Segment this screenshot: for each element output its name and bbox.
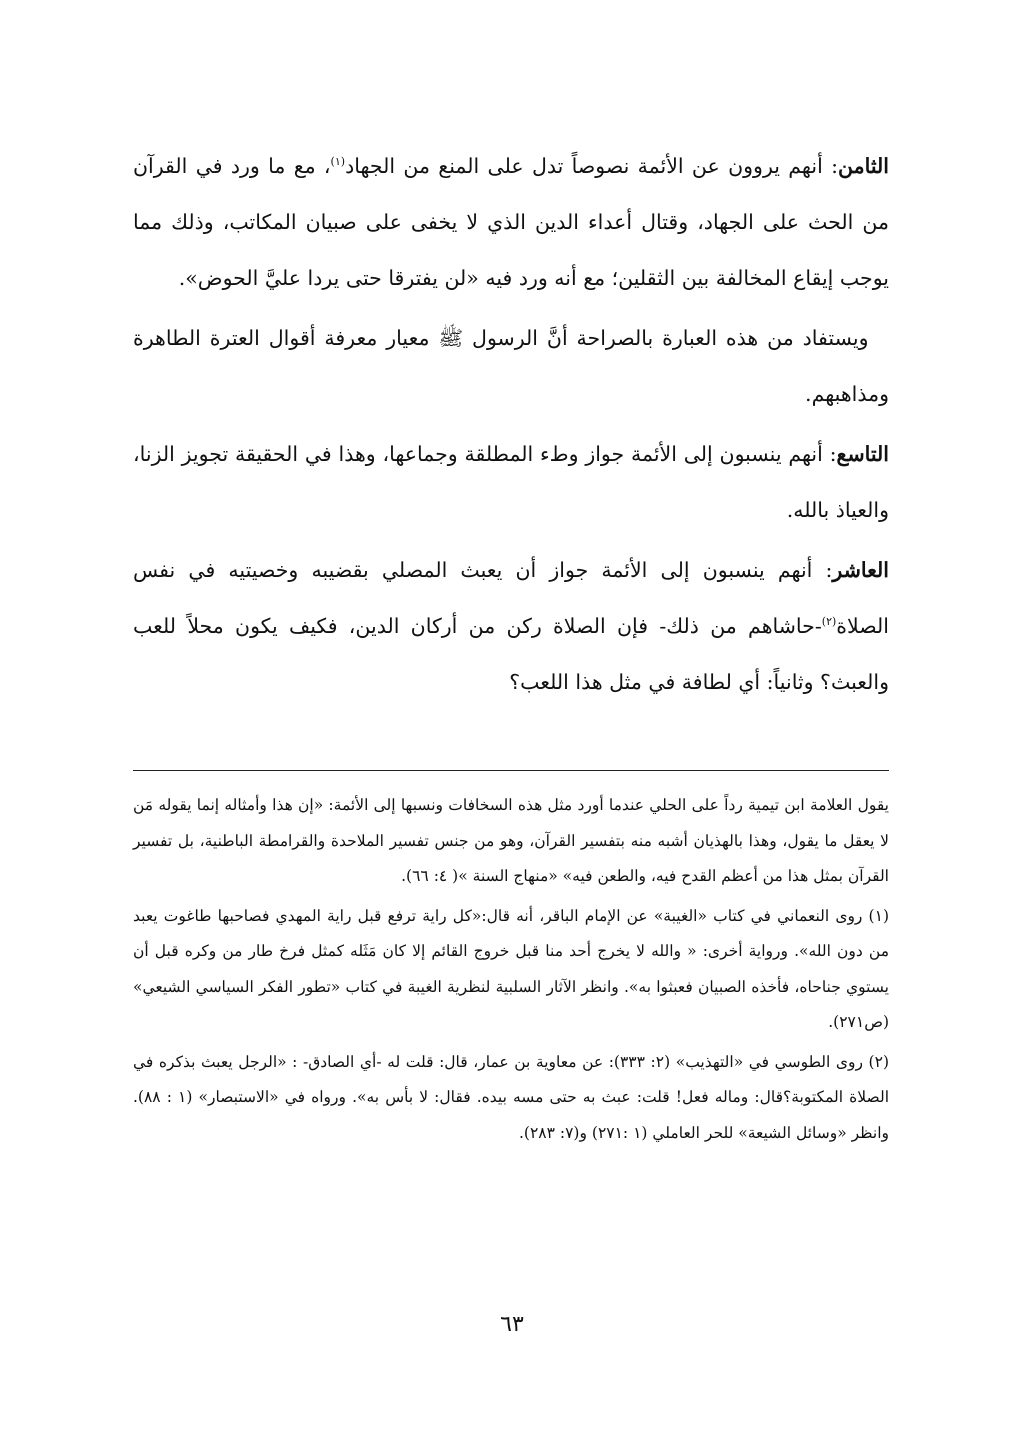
footnotes: [133, 788, 889, 1151]
footnote-continued: يقول العلامة ابن تيمية رداً على الحلي عندما أورد مثل هذه السخافات ونسبها إلى الأئمة: «إن هذا وأمثاله إنما يقوله مَن لا يعقل ما يقول، وهذا بالهذيان أشبه منه بتفسير القرآن، وهو من جنس تفسير الملاحدة والقرامطة الباطنية، بل تفسير القرآن بمثل هذا من أعظم القدح فيه، والطعن فيه» «منهاج السنة »( ٤: ٦٦).: [133, 796, 889, 885]
paragraph-text: : أنهم يروون عن الأئمة نصوصاً تدل على المنع من الجهاد: [345, 154, 839, 178]
paragraph-text-cont: ، مع ما ورد في القرآن من الحث على الجهاد، وقتال أعداء الدين الذي لا يخفى على صبيان المكاتب، وذلك مما يوجب إيقاع المخالفة بين الثقلين؛ مع أنه ورد فيه «لن يفترقا حتى يردا عليَّ الحوض».: [133, 154, 889, 290]
paragraph-text-cont: -حاشاهم من ذلك- فإن الصلاة ركن من أركان الدين، فكيف يكون محلاً للعب والعبث؟ وثانياً: أي لطافة في مثل هذا اللعب؟: [133, 614, 889, 694]
paragraph-text: : أنهم ينسبون إلى الأئمة جواز أن يعبث المصلي بقضيبه وخصيتيه في نفس الصلاة: [133, 558, 889, 638]
footnote-separator: [133, 770, 889, 771]
paragraph-text: : أنهم ينسبون إلى الأئمة جواز وطء المطلقة وجماعها، وهذا في الحقيقة تجويز الزنا، والعياذ بالله.: [133, 442, 889, 522]
paragraph-ninth: [133, 426, 889, 538]
paragraph-text: ويستفاد من هذه العبارة بالصراحة أنَّ الرسول ﷺ معيار معرفة أقوال العترة الطاهرة ومذاهبهم.: [133, 326, 889, 406]
footnote-ref-1[interactable]: (١): [330, 155, 346, 169]
paragraph-heading: الثامن: [838, 154, 889, 178]
paragraph-commentary: [133, 310, 889, 422]
paragraph-heading: التاسع: [836, 442, 889, 466]
footnote-ref-2[interactable]: (٢): [821, 615, 837, 629]
paragraph-eighth: [133, 138, 889, 306]
paragraph-tenth: [133, 542, 889, 710]
main-text: [133, 138, 889, 710]
footnote-1: (١) روى النعماني في كتاب «الغيبة» عن الإمام الباقر، أنه قال:«كل راية ترفع قبل راية المهدي فصاحبها طاغوت يعبد من دون الله». ورواية أخرى: « والله لا يخرج أحد منا قبل خروج القائم إلا كان مَثَله كمثل فرخ طار من وكره قبل أن يستوي جناحاه، فأخذه الصبيان فعبثوا به». وانظر الآثار السلبية لنظرية الغيبة في كتاب «تطور الفكر السياسي الشيعي» (ص٢٧١).: [133, 906, 889, 1031]
page-number: ٦٣: [500, 1312, 524, 1337]
paragraph-heading: العاشر: [832, 558, 889, 582]
footnote-2: (٢) روى الطوسي في «التهذيب» (٢: ٣٣٣): عن معاوية بن عمار، قال: قلت له -أي الصادق- : «الرجل يعبث بذكره في الصلاة المكتوبة؟قال: وماله فعل! قلت: عبث به حتى مسه بيده. فقال: لا بأس به». ورواه في «الاستبصار» (١ : ٨٨). وانظر «وسائل الشيعة» للحر العاملي (١ :٢٧١) و(٧: ٢٨٣).: [133, 1052, 889, 1142]
